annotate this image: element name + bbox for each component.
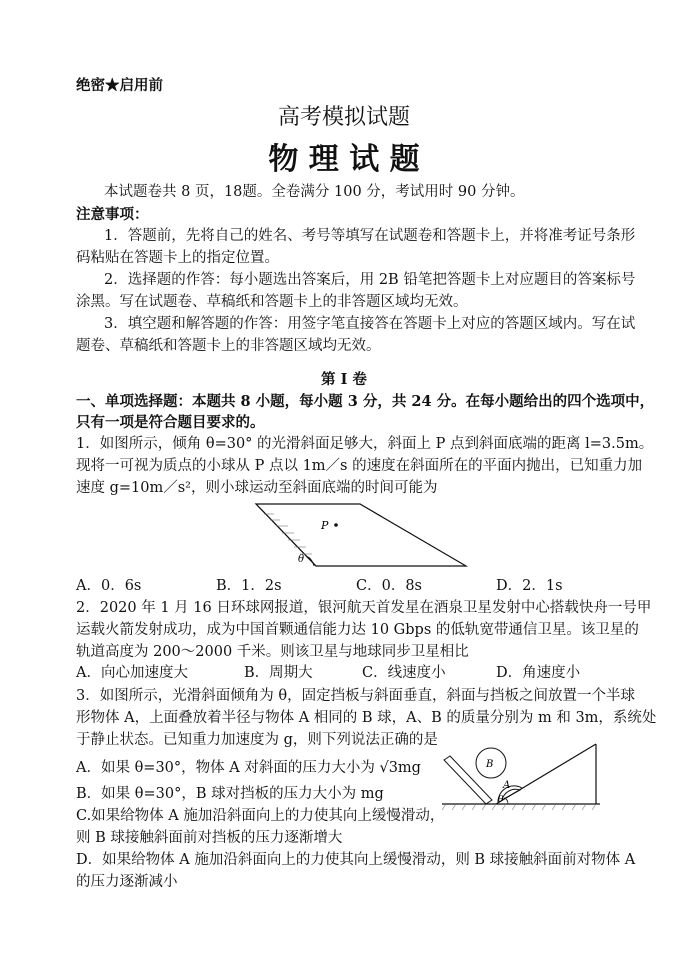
intro-text: 本试题卷共 8 页，18题。全卷满分 100 分，考试用时 90 分钟。 (104, 184, 525, 200)
exam-title: 物 理 试 题 (268, 142, 420, 177)
q1-line-3: 速度 g=10m／s²，则小球运动至斜面底端的时间可能为 (76, 480, 438, 496)
q3-option-b: B．如果 θ=30°，B 球对挡板的压力大小为 mg (76, 786, 384, 802)
section-instruction-2: 只有一项是符合题目要求的。 (76, 414, 265, 431)
q3-b-label: B (486, 759, 494, 770)
q1-line-2: 现将一可视为质点的小球从 P 点以 1m／s 的速度在斜面所在的平面内抛出，已知重力加 (76, 458, 643, 474)
note-1-line-1: 1．答题前，先将自己的姓名、考号等填写在试题卷和答题卡上，并将准考证号条形 (104, 228, 636, 244)
note-2-line-1: 2．选择题的作答：每小题选出答案后，用 2B 铅笔把答题卡上对应题目的答案标号 (104, 272, 636, 288)
q3-line-1: 3．如图所示，光滑斜面倾角为 θ，固定挡板与斜面垂直，斜面与挡板之间放置一个半球 (76, 688, 636, 704)
q3-theta-label: θ (498, 795, 504, 805)
notes-heading: 注意事项： (76, 206, 149, 223)
q2-line-3: 轨道高度为 200～2000 千米。则该卫星与地球同步卫星相比 (76, 644, 469, 660)
q2-option-a: A．向心加速度大 (76, 665, 188, 681)
q1-option-b: B．1．2s (216, 578, 282, 594)
q1-theta-label: θ (298, 554, 305, 565)
q3-option-c-line-2: 则 B 球接触斜面前对挡板的压力逐渐增大 (76, 830, 343, 846)
q2-line-1: 2．2020 年 1 月 16 日环球网报道，银河航天首发星在酒泉卫星发射中心搭载快舟一号甲 (76, 600, 652, 616)
note-2-line-2: 涂黑。写在试题卷、草稿纸和答题卡上的非答题区域均无效。 (76, 294, 468, 310)
q1-line-1: 1．如图所示，倾角 θ=30° 的光滑斜面足够大，斜面上 P 点到斜面底端的距离 l=3.5m。 (76, 436, 654, 452)
note-3-line-2: 题卷、草稿纸和答题卡上的非答题区域均无效。 (76, 338, 381, 354)
q3-line-3: 于静止状态。已知重力加速度为 g，则下列说法正确的是 (76, 732, 438, 748)
q1-option-c: C．0．8s (356, 578, 422, 594)
q2-option-d: D．角速度小 (496, 665, 581, 681)
q2-option-b: B．周期大 (244, 665, 313, 681)
q1-point-p-label: P (321, 519, 329, 532)
q3-a-label: A (503, 780, 511, 791)
exam-subtitle: 高考模拟试题 (277, 105, 410, 130)
note-1-line-2: 码粘贴在答题卡上的指定位置。 (76, 250, 279, 266)
q2-line-2: 运载火箭发射成功，成为中国首颗通信能力达 10 Gbps 的低轨宽带通信卫星。该卫星的 (76, 622, 639, 638)
q1-option-a: A．0．6s (76, 578, 142, 594)
section-title: 第 I 卷 (321, 371, 367, 388)
q3-option-a: A．如果 θ=30°，物体 A 对斜面的压力大小为 √3mg (76, 760, 421, 776)
q3-option-d-line-2: 的压力逐渐减小 (76, 874, 178, 890)
q1-option-d: D．2．1s (496, 578, 563, 594)
note-3-line-1: 3．填空题和解答题的作答：用签字笔直接答在答题卡上对应的答题区域内。写在试 (104, 316, 636, 332)
q3-incline-figure (440, 738, 608, 816)
q3-option-d-line-1: D．如果给物体 A 施加沿斜面向上的力使其向上缓慢滑动，则 B 球接触斜面前对物体 A (76, 852, 636, 868)
q1-incline-figure (250, 500, 472, 572)
secret-label: 绝密★启用前 (76, 77, 163, 94)
q1-point-p (334, 523, 338, 527)
q3-option-c-line-1: C.如果给物体 A 施加沿斜面向上的力使其向上缓慢滑动， (76, 808, 445, 824)
q2-option-c: C．线速度小 (362, 665, 446, 681)
section-instruction-1: 一、单项选择题：本题共 8 小题，每小题 3 分，共 24 分。在每小题给出的四个选项中， (76, 393, 655, 410)
q3-line-2: 形物体 A，上面叠放着半径与物体 A 相同的 B 球，A、B 的质量分别为 m 和 3m，系统处 (76, 710, 657, 726)
